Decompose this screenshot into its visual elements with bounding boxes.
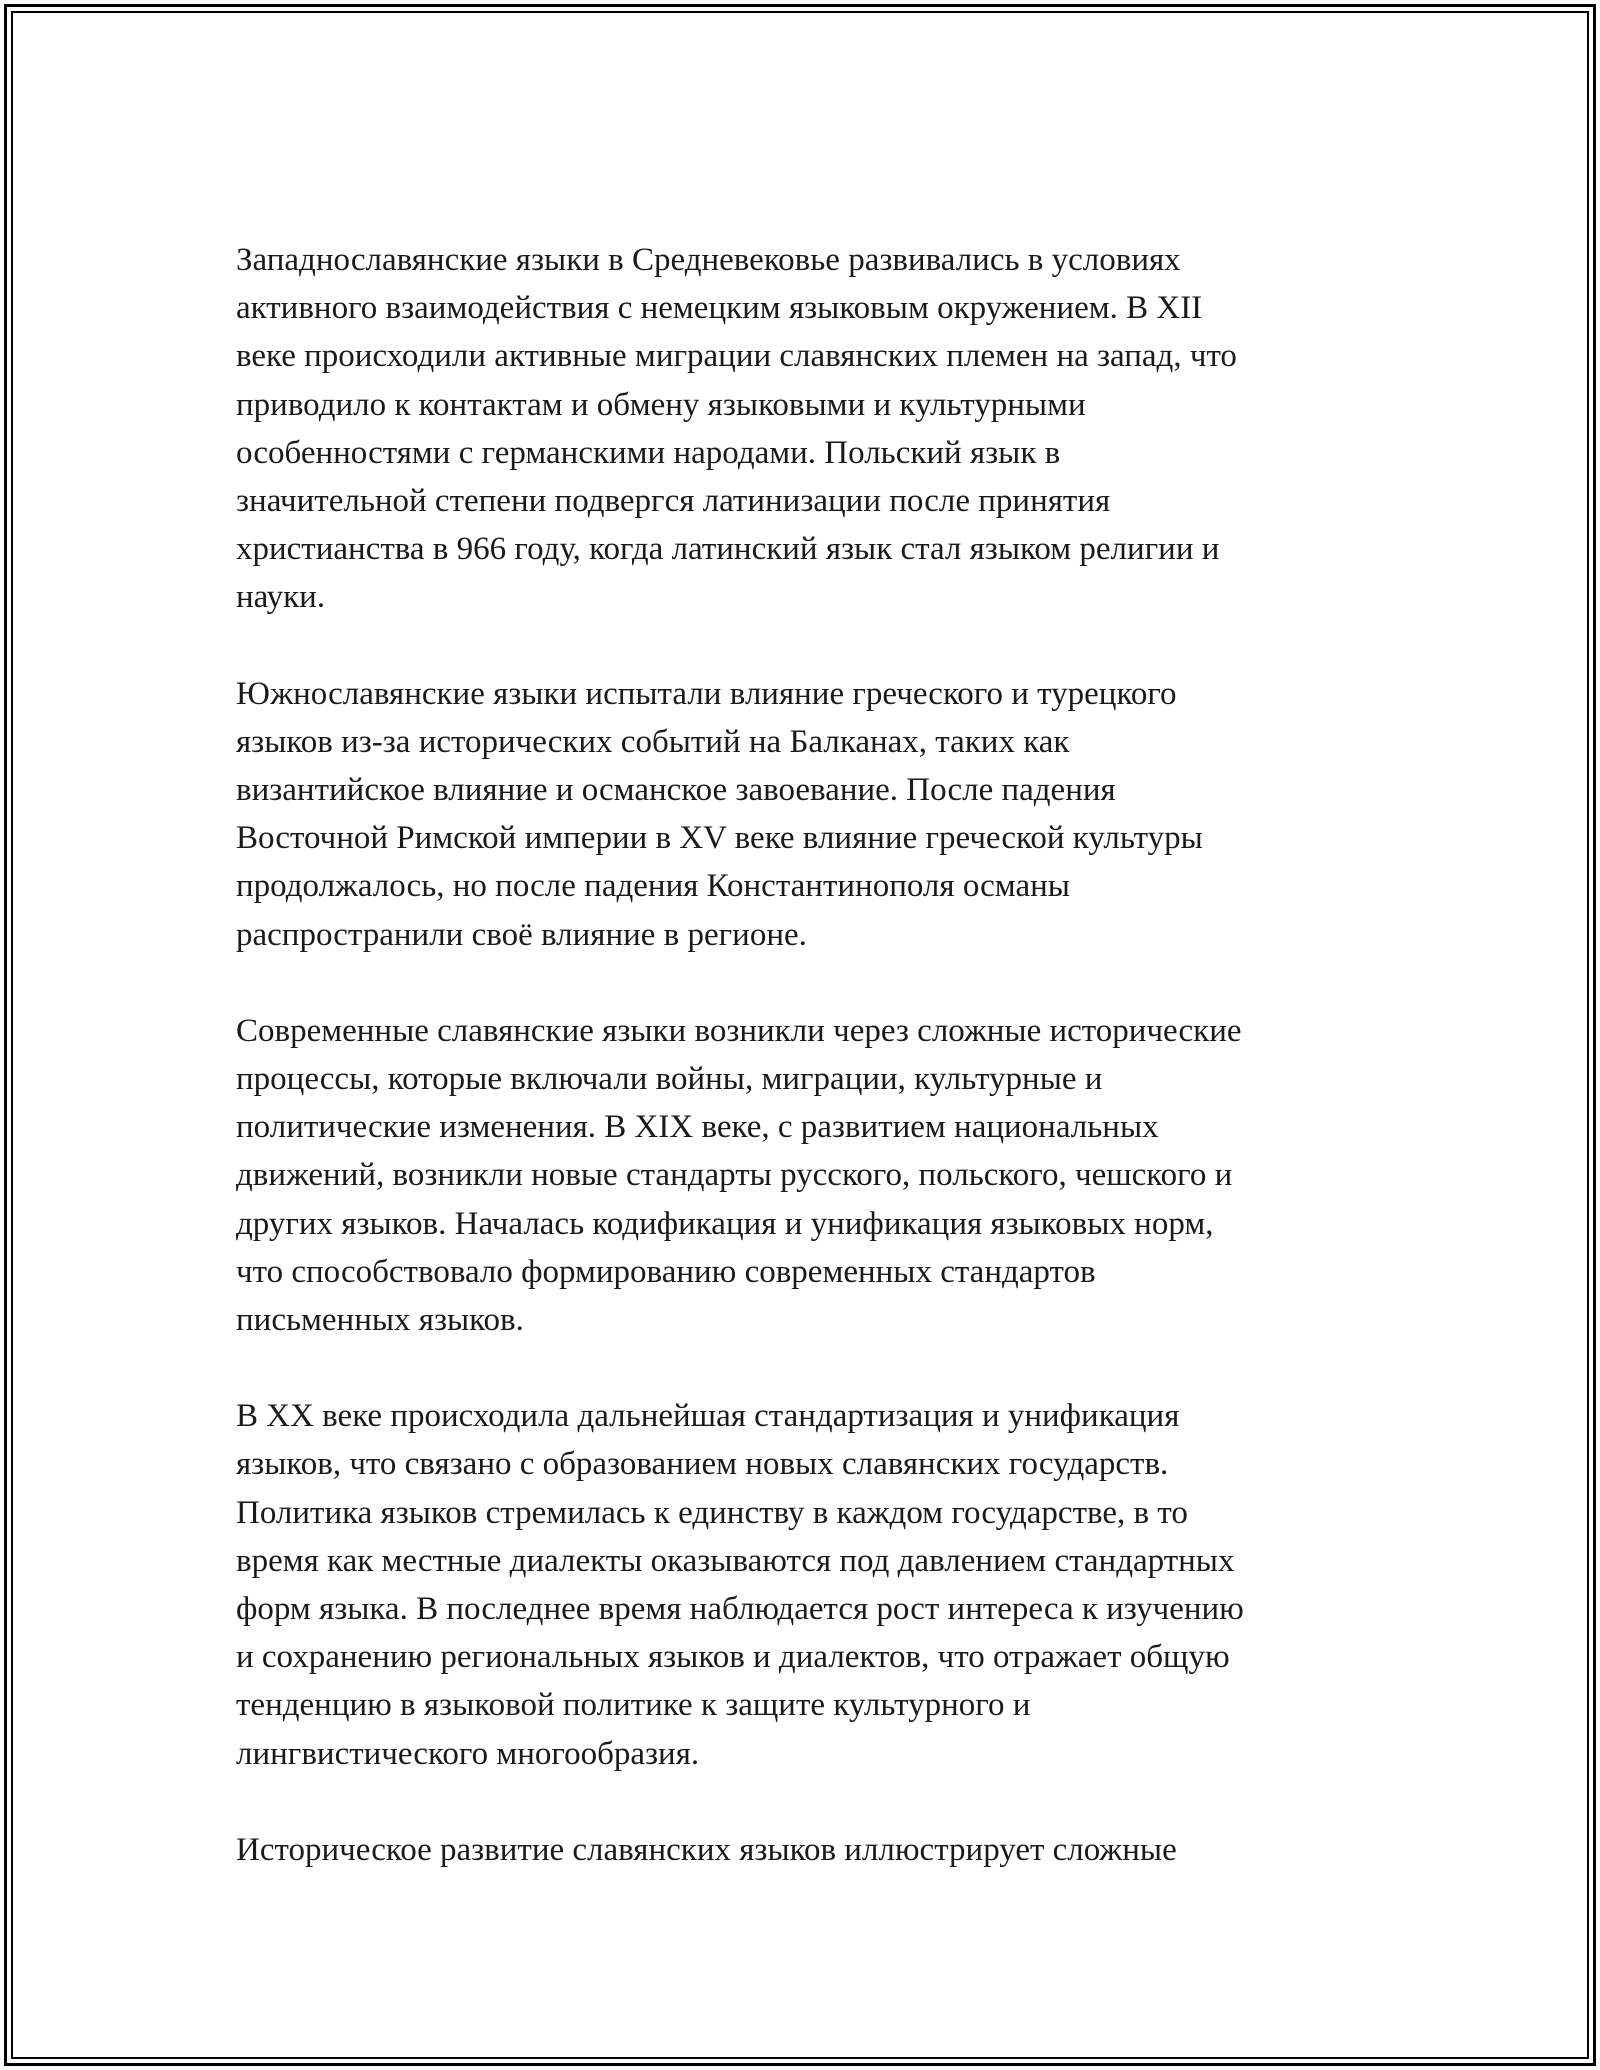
- text-line: лингвистического многообразия.: [236, 1735, 700, 1772]
- paragraph-southern-slavic: [236, 670, 1376, 959]
- text-line: движений, возникли новые стандарты русского, польского, чешского и: [236, 1157, 1233, 1194]
- text-line: языков из-за исторических событий на Балканах, таких как: [236, 723, 1070, 760]
- text-line: Восточной Римской империи в XV веке влияние греческой культуры: [236, 820, 1203, 857]
- text-line: Южнославянские языки испытали влияние греческого и турецкого: [236, 675, 1177, 712]
- text-line: политические изменения. В XIX веке, с развитием национальных: [236, 1109, 1159, 1146]
- text-line: веке происходили активные миграции славянских племен на запад, что: [236, 338, 1237, 375]
- paragraph-twentieth-century: [236, 1392, 1376, 1778]
- text-line: В XX веке происходила дальнейшая стандартизация и унификация: [236, 1398, 1180, 1435]
- paragraph-modern-slavic: [236, 1007, 1376, 1344]
- text-line: особенностями с германскими народами. Польский язык в: [236, 434, 1061, 471]
- text-line: форм языка. В последнее время наблюдается рост интереса к изучению: [236, 1591, 1244, 1628]
- text-line: Западнославянские языки в Средневековье развивались в условиях: [236, 242, 1181, 278]
- paragraph-western-slavic: [236, 236, 1376, 622]
- text-line: языков, что связано с образованием новых славянских государств.: [236, 1446, 1169, 1483]
- paragraph-historical-development: [236, 1826, 1376, 1874]
- text-line: Современные славянские языки возникли через сложные исторические: [236, 1012, 1242, 1049]
- text-line: письменных языков.: [236, 1302, 524, 1339]
- text-line: и сохранению региональных языков и диалектов, что отражает общую: [236, 1639, 1230, 1676]
- text-line: Политика языков стремилась к единству в каждом государстве, в то: [236, 1494, 1188, 1531]
- text-line: науки.: [236, 579, 326, 616]
- text-line: активного взаимодействия с немецким языковым окружением. В XII: [236, 290, 1203, 327]
- text-line: продолжалось, но после падения Константинополя османы: [236, 868, 1070, 905]
- text-line: процессы, которые включали войны, миграции, культурные и: [236, 1061, 1103, 1098]
- text-line: приводило к контактам и обмену языковыми и культурными: [236, 386, 1086, 423]
- text-line: христианства в 966 году, когда латинский язык стал языком религии и: [236, 531, 1220, 568]
- text-line: значительной степени подвергся латинизации после принятия: [236, 483, 1111, 520]
- text-line: что способствовало формированию современных стандартов: [236, 1253, 1096, 1290]
- text-line: время как местные диалекты оказываются под давлением стандартных: [236, 1542, 1235, 1579]
- text-line: других языков. Началась кодификация и унификация языковых норм,: [236, 1205, 1214, 1242]
- text-line: византийское влияние и османское завоевание. После падения: [236, 772, 1116, 809]
- text-line: распространили своё влияние в регионе.: [236, 916, 807, 953]
- text-line: тенденцию в языковой политике к защите культурного и: [236, 1687, 1031, 1724]
- document-body: [236, 236, 1376, 1922]
- text-line: Историческое развитие славянских языков иллюстрирует сложные: [236, 1831, 1177, 1868]
